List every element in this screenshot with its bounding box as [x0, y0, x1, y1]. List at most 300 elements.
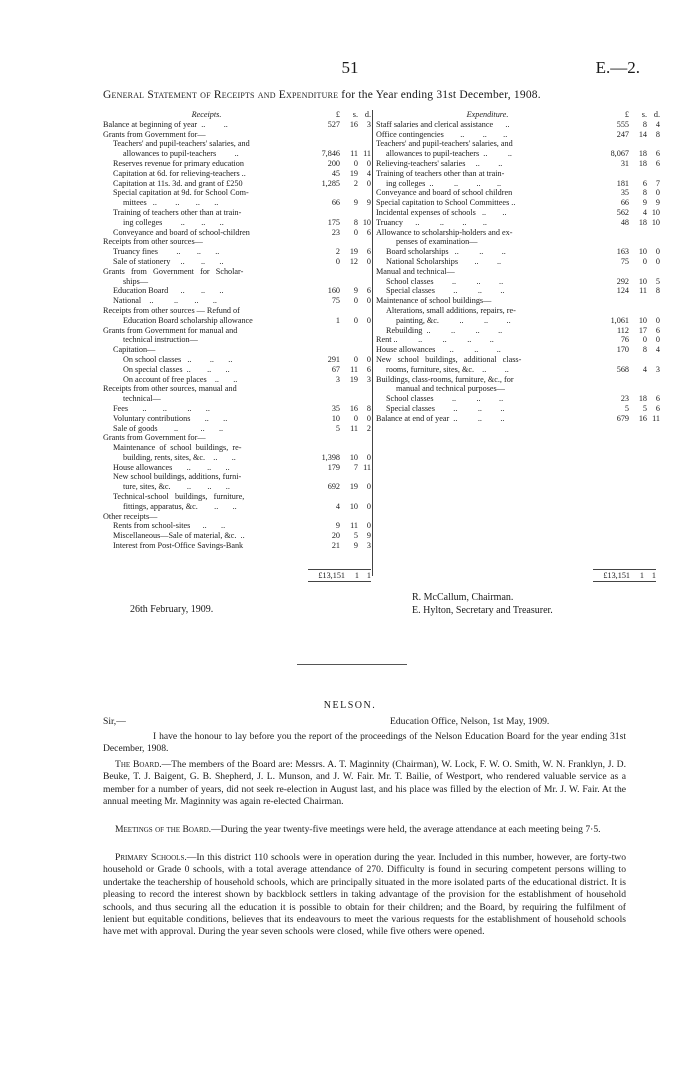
table-row: [103, 149, 371, 159]
table-row: [376, 296, 660, 306]
shillings-cell: 0: [642, 335, 647, 345]
shillings-cell: 11: [350, 149, 358, 159]
row-label: School classes .. .. ..: [386, 394, 504, 404]
table-row: [376, 188, 660, 198]
row-label: Teachers' and pupil-teachers' salaries, and: [376, 139, 513, 149]
shillings-cell: 4: [642, 207, 647, 217]
row-label: Capitation at 11s. 3d. and grant of £250: [113, 178, 243, 188]
shillings-cell: 10: [638, 247, 647, 257]
pence-cell: 11: [363, 149, 371, 159]
table-row: [103, 365, 371, 375]
shillings-cell: 0: [353, 158, 358, 168]
table-row: [376, 169, 660, 179]
row-label: Receipts from other sources, manual and: [103, 384, 237, 394]
pence-cell: 0: [655, 256, 660, 266]
row-label: Sale of stationery .. .. ..: [113, 256, 224, 266]
pence-cell: 0: [655, 188, 660, 198]
row-label: New school buildings, additional class-: [376, 354, 522, 364]
expenditure-header: [376, 110, 660, 120]
shillings-cell: 8: [642, 119, 647, 129]
row-label: Balance at beginning of year .. ..: [103, 119, 228, 129]
table-row: [376, 159, 660, 169]
row-label: technical instruction—: [123, 335, 198, 345]
pounds-cell: 124: [616, 286, 629, 296]
pounds-cell: 23: [331, 227, 340, 237]
statement-title: [103, 89, 541, 101]
shillings-cell: 16: [349, 119, 358, 129]
pence-cell: 4: [655, 345, 660, 355]
row-label: Truancy fines .. .. ..: [113, 247, 220, 257]
row-label: Interest from Post-Office Savings-Bank: [113, 541, 244, 551]
table-row: [376, 404, 660, 414]
pence-cell: 8: [655, 129, 660, 139]
table-row: [376, 257, 660, 267]
receipts-column: [103, 110, 371, 551]
pence-cell: 0: [366, 315, 371, 325]
paragraph-primary-schools: Primary Schools.—In this district 110 schools were in operation during the year. Included in this number, however, are forty-two household or Grade 0 schools, with a total average attendance of 270. Difficulty is found in securing competent persons willing to undertake the teachership of household schools, which are principally situated in the more isolated parts of the educational district. It is pleasing to record the interest shown by backblock settlers in taking advantage of the provision for the establishment of household schools, and thus securing all the education it is possible to obtain for their children; and the Board, by requiring the fulfilment of lenient but equitable conditions, believes that its endeavours to meet the various requests for the establishment of household schools have met with approval. During the year seven schools were closed, while five others were opened.: [103, 852, 626, 938]
shillings-cell: 7: [353, 462, 358, 472]
pence-cell: 9: [655, 198, 660, 208]
pence-cell: 0: [366, 521, 371, 531]
pounds-cell: 21: [331, 541, 340, 551]
receipts-rows: [103, 120, 371, 551]
pounds-cell: 5: [335, 423, 340, 433]
pence-cell: 6: [655, 394, 660, 404]
row-label: House allowances .. .. ..: [113, 462, 230, 472]
row-label: ing colleges .. .. ..: [123, 217, 224, 227]
expenditure-heading: Expenditure.: [466, 110, 509, 119]
pence-cell: 0: [366, 178, 371, 188]
table-row: [103, 502, 371, 512]
table-row: [103, 179, 371, 189]
row-label: penses of examination—: [396, 237, 478, 247]
pounds-cell: 10: [331, 413, 340, 423]
row-label: Grants from Government for manual and: [103, 325, 238, 335]
pence-cell: 6: [655, 325, 660, 335]
shillings-cell: 19: [349, 168, 358, 178]
shillings-cell: 10: [638, 276, 647, 286]
section-title: NELSON.: [323, 700, 377, 711]
pence-col-label: d.: [653, 110, 660, 119]
row-label: On account of free places .. ..: [123, 374, 238, 384]
shillings-cell: 18: [638, 394, 647, 404]
pence-cell: 6: [366, 247, 371, 257]
pounds-cell: 291: [327, 354, 340, 364]
row-label: manual and technical purposes—: [396, 384, 505, 394]
row-label: Sale of goods .. .. ..: [113, 423, 224, 433]
row-label: Buildings, class-rooms, furniture, &c., for: [376, 374, 514, 384]
row-label: Special classes .. .. ..: [386, 403, 505, 413]
row-label: ture, sites, &c. .. .. ..: [123, 482, 230, 492]
pounds-cell: 1: [335, 315, 340, 325]
table-row: [376, 316, 660, 326]
pence-cell: 6: [655, 149, 660, 159]
pounds-cell: 0: [335, 256, 340, 266]
pounds-cell: 5: [624, 403, 629, 413]
row-label: Capitation at 6d. for relieving-teachers ..: [113, 168, 246, 178]
table-row: [103, 139, 371, 149]
table-row: [103, 394, 371, 404]
shillings-cell: 17: [638, 325, 647, 335]
table-row: [103, 130, 371, 140]
table-row: [376, 306, 660, 316]
pence-cell: 0: [366, 413, 371, 423]
row-label: Manual and technical—: [376, 266, 455, 276]
pounds-cell: 67: [331, 364, 340, 374]
table-row: [103, 208, 371, 218]
shillings-cell: 0: [353, 354, 358, 364]
pounds-cell: 163: [616, 247, 629, 257]
shillings-cell: 9: [353, 541, 358, 551]
table-row: [376, 218, 660, 228]
table-row: [103, 326, 371, 336]
row-label: Board scholarships .. .. ..: [386, 247, 506, 257]
pounds-cell: 179: [327, 462, 340, 472]
table-row: [376, 130, 660, 140]
pounds-col-label: £: [335, 110, 340, 119]
row-label: Special capitation to School Committees ..: [376, 198, 516, 208]
shillings-cell: 14: [638, 129, 647, 139]
row-label: New school buildings, additions, furni-: [113, 472, 242, 482]
table-row: [103, 218, 371, 228]
table-row: [103, 404, 371, 414]
table-row: [376, 277, 660, 287]
pounds-cell: 692: [327, 482, 340, 492]
row-label: allowances to pupil-teachers .. ..: [386, 149, 512, 159]
row-label: Training of teachers other than at train-: [113, 207, 242, 217]
row-label: Alterations, small additions, repairs, re-: [386, 305, 516, 315]
row-label: Receipts from other sources — Refund of: [103, 305, 240, 315]
pounds-cell: 175: [327, 217, 340, 227]
pence-cell: 6: [366, 227, 371, 237]
shillings-cell: 6: [642, 178, 647, 188]
table-row: [103, 414, 371, 424]
signature-chairman: R. McCallum, Chairman.: [412, 592, 514, 603]
pounds-cell: 35: [620, 188, 629, 198]
page-reference: E.—2.: [595, 58, 640, 77]
office-line: Education Office, Nelson, 1st May, 1909.: [390, 716, 550, 727]
pounds-cell: 562: [616, 207, 629, 217]
table-row: [103, 472, 371, 482]
pounds-cell: 7,846: [321, 149, 340, 159]
pounds-cell: 160: [327, 286, 340, 296]
pence-cell: 0: [366, 452, 371, 462]
pence-cell: 8: [655, 286, 660, 296]
pounds-cell: 66: [331, 198, 340, 208]
table-row: [376, 208, 660, 218]
table-row: [103, 257, 371, 267]
table-row: [103, 237, 371, 247]
row-label: Special capitation at 9d. for School Com-: [113, 188, 249, 198]
row-label: Voluntary contributions .. ..: [113, 413, 228, 423]
row-label: Conveyance and board of school-children: [113, 227, 250, 237]
table-row: [103, 424, 371, 434]
shillings-cell: 11: [350, 423, 358, 433]
row-label: Capitation—: [113, 345, 156, 355]
pence-cell: 6: [366, 286, 371, 296]
table-row: [376, 179, 660, 189]
pence-cell: 0: [366, 354, 371, 364]
pence-cell: 0: [655, 247, 660, 257]
table-row: [376, 384, 660, 394]
table-row: [376, 394, 660, 404]
table-row: [103, 512, 371, 522]
row-label: Staff salaries and clerical assistance ..: [376, 119, 510, 129]
statement-title-rest: for the Year ending 31st December, 1908.: [338, 89, 541, 101]
pence-cell: 3: [366, 119, 371, 129]
shillings-cell: 0: [353, 413, 358, 423]
table-row: [376, 247, 660, 257]
row-label: mittees .. .. .. ..: [123, 198, 219, 208]
pence-cell: 3: [366, 541, 371, 551]
table-row: [103, 482, 371, 492]
pence-cell: 0: [655, 315, 660, 325]
row-label: Relieving-teachers' salaries .. ..: [376, 158, 503, 168]
pence-cell: 0: [366, 256, 371, 266]
table-row: [103, 286, 371, 296]
pounds-cell: 45: [331, 168, 340, 178]
pounds-cell: 181: [616, 178, 629, 188]
table-row: [103, 198, 371, 208]
row-label: Education Board .. .. ..: [113, 286, 224, 296]
row-label: Receipts from other sources—: [103, 237, 203, 247]
pence-cell: 10: [651, 217, 660, 227]
shillings-cell: 10: [638, 315, 647, 325]
paragraph-intro: I have the honour to lay before you the report of the proceedings of the Nelson Education Board for the year ending 31st December, 1908.: [103, 731, 626, 755]
pounds-cell: 76: [620, 335, 629, 345]
shillings-cell: 0: [353, 227, 358, 237]
pounds-cell: 292: [616, 276, 629, 286]
shillings-cell: 2: [353, 178, 358, 188]
pounds-cell: 679: [616, 413, 629, 423]
table-row: [376, 286, 660, 296]
shillings-cell: 5: [642, 403, 647, 413]
shillings-cell: 19: [349, 247, 358, 257]
pence-cell: 2: [366, 423, 371, 433]
pounds-cell: 48: [620, 217, 629, 227]
shillings-cell: 16: [349, 403, 358, 413]
pounds-cell: 1,285: [321, 178, 340, 188]
pence-cell: 11: [363, 462, 371, 472]
row-label: Fees .. .. .. ..: [113, 403, 210, 413]
table-row: [103, 267, 371, 277]
shillings-col-label: s.: [641, 110, 647, 119]
pounds-cell: 1,061: [610, 315, 629, 325]
table-row: [103, 541, 371, 551]
row-label: building, rents, sites, &c. .. ..: [123, 452, 236, 462]
pence-cell: 11: [652, 413, 660, 423]
shillings-cell: 10: [349, 452, 358, 462]
pounds-cell: 75: [620, 256, 629, 266]
shillings-cell: 0: [353, 296, 358, 306]
pence-cell: 8: [366, 403, 371, 413]
row-label: Rents from school-sites .. ..: [113, 521, 226, 531]
table-row: [103, 433, 371, 443]
table-row: [103, 443, 371, 453]
row-label: On special classes .. .. ..: [123, 364, 230, 374]
paragraph-meetings: Meetings of the Board.—During the year twenty-five meetings were held, the average attendance at each meeting being 7·5.: [115, 824, 601, 835]
table-row: [103, 492, 371, 502]
table-row: [103, 384, 371, 394]
table-row: [103, 316, 371, 326]
pounds-cell: 4: [335, 501, 340, 511]
row-label: Education Board scholarship allowance: [123, 315, 253, 325]
pence-cell: 0: [366, 501, 371, 511]
pounds-cell: 20: [331, 531, 340, 541]
pounds-cell: 1,398: [321, 452, 340, 462]
pounds-cell: 9: [335, 521, 340, 531]
shillings-cell: 8: [353, 217, 358, 227]
row-label: ing colleges .. .. .. ..: [386, 178, 502, 188]
shillings-cell: 10: [349, 501, 358, 511]
table-row: [376, 120, 660, 130]
row-label: painting, &c. .. .. ..: [396, 315, 511, 325]
row-label: On school classes .. .. ..: [123, 354, 233, 364]
pounds-cell: 66: [620, 198, 629, 208]
table-row: [103, 306, 371, 316]
table-row: [103, 335, 371, 345]
statement-date: 26th February, 1909.: [130, 604, 214, 615]
row-label: Special classes .. .. ..: [386, 286, 505, 296]
row-label: Rebuilding .. .. .. ..: [386, 325, 503, 335]
shillings-cell: 19: [349, 374, 358, 384]
receipts-heading: Receipts.: [191, 110, 222, 119]
row-label: fittings, apparatus, &c. .. ..: [123, 501, 237, 511]
pence-cell: 9: [366, 531, 371, 541]
table-row: [376, 345, 660, 355]
shillings-cell: 5: [353, 531, 358, 541]
section-rule: [297, 664, 407, 665]
row-label: Grants from Government for—: [103, 129, 206, 139]
row-label: School classes .. .. ..: [386, 276, 504, 286]
row-label: Conveyance and board of school children: [376, 188, 513, 198]
column-divider: [372, 110, 373, 576]
pounds-col-label: £: [624, 110, 629, 119]
table-row: [376, 365, 660, 375]
row-label: Office contingencies .. .. ..: [376, 129, 508, 139]
pence-cell: 7: [655, 178, 660, 188]
table-row: [376, 267, 660, 277]
row-label: National Scholarships .. ..: [386, 256, 502, 266]
receipts-total: £13,151 1 1: [308, 569, 371, 582]
table-row: [103, 453, 371, 463]
table-row: [103, 159, 371, 169]
shillings-cell: 19: [349, 482, 358, 492]
pounds-cell: 200: [327, 158, 340, 168]
table-row: [103, 375, 371, 385]
shillings-cell: 0: [642, 256, 647, 266]
pounds-cell: 35: [331, 403, 340, 413]
table-row: [376, 355, 660, 365]
expenditure-column: [376, 110, 660, 424]
table-row: [103, 296, 371, 306]
pounds-cell: 568: [616, 364, 629, 374]
expenditure-total: £13,151 1 1: [593, 569, 656, 582]
pounds-cell: 112: [617, 325, 629, 335]
pounds-cell: 23: [620, 394, 629, 404]
receipts-header: [103, 110, 371, 120]
row-label: Balance at end of year .. .. ..: [376, 413, 505, 423]
page-number: 51: [341, 58, 359, 77]
row-label: House allowances .. .. ..: [376, 345, 501, 355]
shillings-col-label: s.: [352, 110, 358, 119]
shillings-cell: 9: [353, 286, 358, 296]
shillings-cell: 11: [639, 286, 647, 296]
row-label: Incidental expenses of schools .. ..: [376, 207, 507, 217]
pounds-cell: 3: [335, 374, 340, 384]
pounds-cell: 31: [620, 158, 629, 168]
row-label: Teachers' and pupil-teachers' salaries, and: [113, 139, 250, 149]
table-row: [376, 149, 660, 159]
row-label: Other receipts—: [103, 511, 158, 521]
table-row: [103, 345, 371, 355]
signature-secretary: E. Hylton, Secretary and Treasurer.: [412, 605, 553, 616]
shillings-cell: 16: [638, 413, 647, 423]
table-row: [376, 237, 660, 247]
statement-title-main: General Statement of Receipts and Expenditure: [103, 89, 339, 101]
row-label: Maintenance of school buildings—: [376, 296, 492, 306]
pounds-cell: 170: [616, 345, 629, 355]
pence-cell: 0: [366, 158, 371, 168]
row-label: technical—: [123, 394, 161, 404]
shillings-cell: 12: [349, 256, 358, 266]
shillings-cell: 4: [642, 364, 647, 374]
row-label: Training of teachers other than at train-: [376, 168, 505, 178]
expenditure-rows: [376, 120, 660, 424]
shillings-cell: 9: [353, 198, 358, 208]
row-label: Technical-school buildings, furniture,: [113, 492, 245, 502]
row-label: Grants from Government for—: [103, 433, 206, 443]
row-label: allowances to pupil-teachers ..: [123, 149, 239, 159]
table-row: [103, 355, 371, 365]
paragraph-board: The Board.—The members of the Board are: Messrs. A. T. Maginnity (Chairman), W. Lock, F. W. O. Smith, W. N. Franklyn, J. D. Beuke, T. J. Baigent, G. B. Shepherd, J. L. Munson, and J. W. Fair. Mr. T. Bailie, of Westport, who rendered valuable service as a member for a number of years, did not seek re-election in August last, and his place was filled by the election of Mr. J. W. Fair. At the annual meeting Mr. Maginnity was again re-elected Chairman.: [103, 759, 626, 808]
salutation: Sir,—: [103, 716, 126, 727]
table-row: [103, 277, 371, 287]
table-row: [103, 463, 371, 473]
table-row: [376, 326, 660, 336]
shillings-cell: 8: [642, 345, 647, 355]
pence-cell: 9: [366, 198, 371, 208]
pence-cell: 6: [366, 364, 371, 374]
pounds-cell: 527: [327, 119, 340, 129]
table-row: [103, 228, 371, 238]
pence-cell: 3: [655, 364, 660, 374]
row-label: Allowance to scholarship-holders and ex-: [376, 227, 513, 237]
row-label: Grants from Government for Scholar-: [103, 266, 244, 276]
table-row: [103, 188, 371, 198]
row-label: Rent .. .. .. .. ..: [376, 335, 494, 345]
table-row: [103, 247, 371, 257]
table-row: [103, 531, 371, 541]
pence-cell: 4: [366, 168, 371, 178]
table-row: [376, 335, 660, 345]
pounds-cell: 2: [335, 247, 340, 257]
pence-cell: 4: [655, 119, 660, 129]
shillings-cell: 18: [638, 217, 647, 227]
table-row: [376, 375, 660, 385]
pence-cell: 6: [655, 158, 660, 168]
table-row: [103, 521, 371, 531]
pence-cell: 0: [366, 296, 371, 306]
shillings-cell: 9: [642, 198, 647, 208]
row-label: ships—: [123, 276, 149, 286]
table-row: [103, 169, 371, 179]
pence-col-label: d.: [364, 110, 371, 119]
table-row: [376, 198, 660, 208]
table-row: [103, 120, 371, 130]
table-row: [376, 228, 660, 238]
pence-cell: 0: [366, 482, 371, 492]
